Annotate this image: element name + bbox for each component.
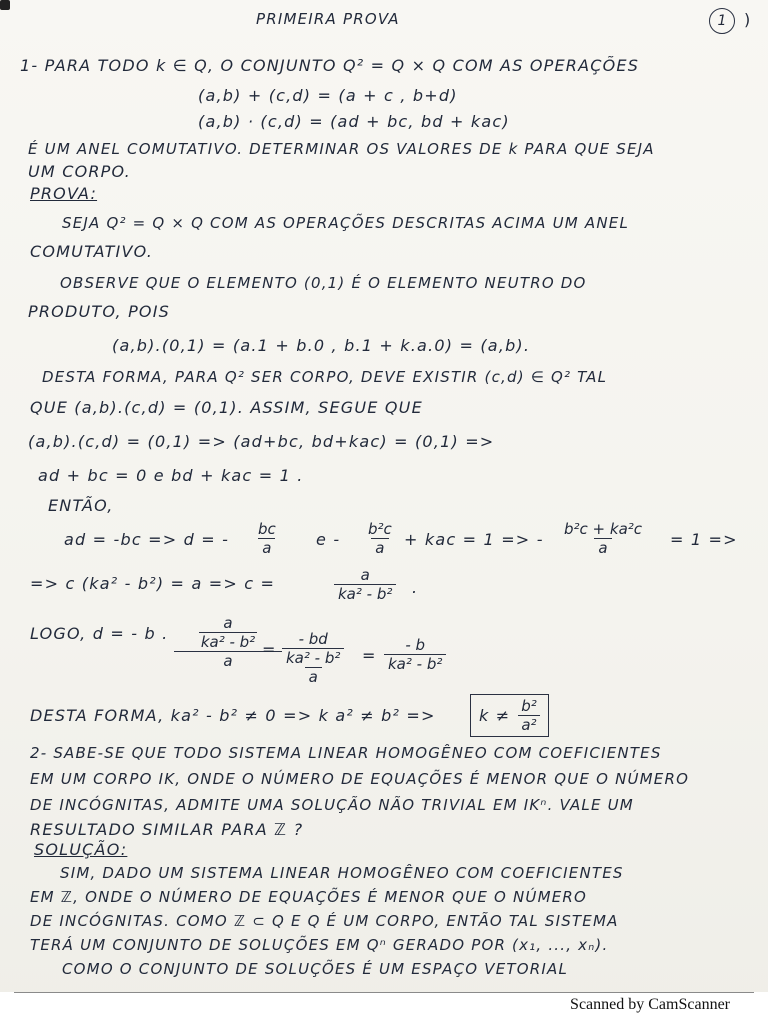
proof-paragraph1-line2: COMUTATIVO.: [30, 242, 154, 261]
page-title: PRIMEIRA PROVA: [256, 10, 400, 28]
logo-fraction-3: $\frac{- b}{\text{ka² - b²}}$: [384, 636, 446, 673]
scanner-watermark: Scanned by CamScanner: [570, 996, 730, 1013]
footer-divider: [14, 992, 754, 993]
proof-paragraph2-line2: PRODUTO, POIS: [28, 302, 170, 321]
identity-equation: (a,b).(0,1) = (a.1 + b.0 , b.1 + k.a.0) = (a,b).: [112, 336, 531, 355]
proof-paragraph3-line1: DESTA FORMA, PARA Q² SER CORPO, DEVE EXISTIR (c,d) ∈ Q² TAL: [42, 368, 608, 386]
system-equations: ad + bc = 0 e bd + kac = 1 .: [38, 466, 304, 485]
question1-product-operation: (a,b) · (c,d) = (ad + bc, bd + kac): [198, 112, 510, 131]
page-number: 1: [709, 8, 735, 34]
logo-equals-2: =: [362, 646, 377, 665]
solution-heading: SOLUÇÃO:: [34, 840, 128, 859]
proof-paragraph1-line1: SEJA Q² = Q × Q COM AS OPERAÇÕES DESCRITAS ACIMA UM ANEL: [62, 214, 630, 232]
eq4-left: ad = -bc => d = -: [64, 530, 230, 549]
question1-statement-line5: UM CORPO.: [28, 162, 131, 181]
question2-line3: DE INCÓGNITAS, ADMITE UMA SOLUÇÃO NÃO TRIVIAL EM IKⁿ. VALE UM: [30, 796, 634, 814]
page-number-tail: ): [744, 10, 751, 29]
then-label: ENTÃO,: [48, 496, 114, 515]
solution-line1: SIM, DADO UM SISTEMA LINEAR HOMOGÊNEO COM COEFICIENTES: [60, 864, 624, 882]
solution-line4: TERÁ UM CONJUNTO DE SOLUÇÕES EM Qⁿ GERADO POR (x₁, ..., xₙ).: [30, 936, 609, 954]
eq5-fraction: $\frac{a}{\text{ka² - b²}}$: [334, 566, 396, 603]
proof-heading: PROVA:: [30, 184, 98, 203]
eq4-fraction-2: $\frac{\text{b²c}}{a}$: [368, 520, 392, 557]
question2-line4: RESULTADO SIMILAR PARA ℤ ?: [30, 820, 304, 839]
solution-line5: COMO O CONJUNTO DE SOLUÇÕES É UM ESPAÇO VETORIAL: [62, 960, 569, 978]
inverse-equation: (a,b).(c,d) = (0,1) => (ad+bc, bd+kac) = (0,1) =>: [28, 432, 495, 451]
scanner-footer: [0, 992, 768, 1024]
eq5-end: .: [412, 578, 419, 597]
conclusion-box: k ≠ b² a²: [470, 694, 549, 737]
eq4-right: + kac = 1 => -: [404, 530, 544, 549]
question1-sum-operation: (a,b) + (c,d) = (a + c , b+d): [198, 86, 458, 105]
logo-fraction-1: a ka² - b² a: [174, 614, 282, 670]
eq4-fraction-3: $\frac{\text{b²c + ka²c}}{a}$: [564, 520, 643, 557]
proof-paragraph2-line1: OBSERVE QUE O ELEMENTO (0,1) É O ELEMENTO NEUTRO DO: [60, 274, 587, 292]
question1-statement-line4: É UM ANEL COMUTATIVO. DETERMINAR OS VALORES DE k PARA QUE SEJA: [28, 140, 655, 158]
question2-line2: EM UM CORPO IK, ONDE O NÚMERO DE EQUAÇÕES É MENOR QUE O NÚMERO: [30, 770, 690, 788]
solution-line3: DE INCÓGNITAS. COMO ℤ ⊂ Q E Q É UM CORPO, ENTÃO TAL SISTEMA: [30, 912, 619, 930]
eq4-fraction-1: $\frac{bc}{a}$: [258, 520, 276, 557]
conclusion-line: DESTA FORMA, ka² - b² ≠ 0 => k a² ≠ b² =>: [30, 706, 436, 725]
proof-paragraph3-line2: QUE (a,b).(c,d) = (0,1). ASSIM, SEGUE QUE: [30, 398, 423, 417]
eq4-end: = 1 =>: [670, 530, 738, 549]
eq4-mid: e -: [316, 530, 341, 549]
question1-statement-line1: 1- PARA TODO k ∈ Q, O CONJUNTO Q² = Q × Q COM AS OPERAÇÕES: [20, 56, 640, 75]
logo-fraction-2: - bd ka² - b² a: [282, 630, 344, 686]
eq5-left: => c (ka² - b²) = a => c =: [30, 574, 276, 593]
corner-mark: [0, 0, 10, 10]
question2-line1: 2- SABE-SE QUE TODO SISTEMA LINEAR HOMOGÊNEO COM COEFICIENTES: [30, 744, 662, 762]
logo-left: LOGO, d = - b .: [30, 624, 169, 643]
logo-equals-1: =: [262, 640, 277, 659]
solution-line2: EM ℤ, ONDE O NÚMERO DE EQUAÇÕES É MENOR QUE O NÚMERO: [30, 888, 588, 906]
